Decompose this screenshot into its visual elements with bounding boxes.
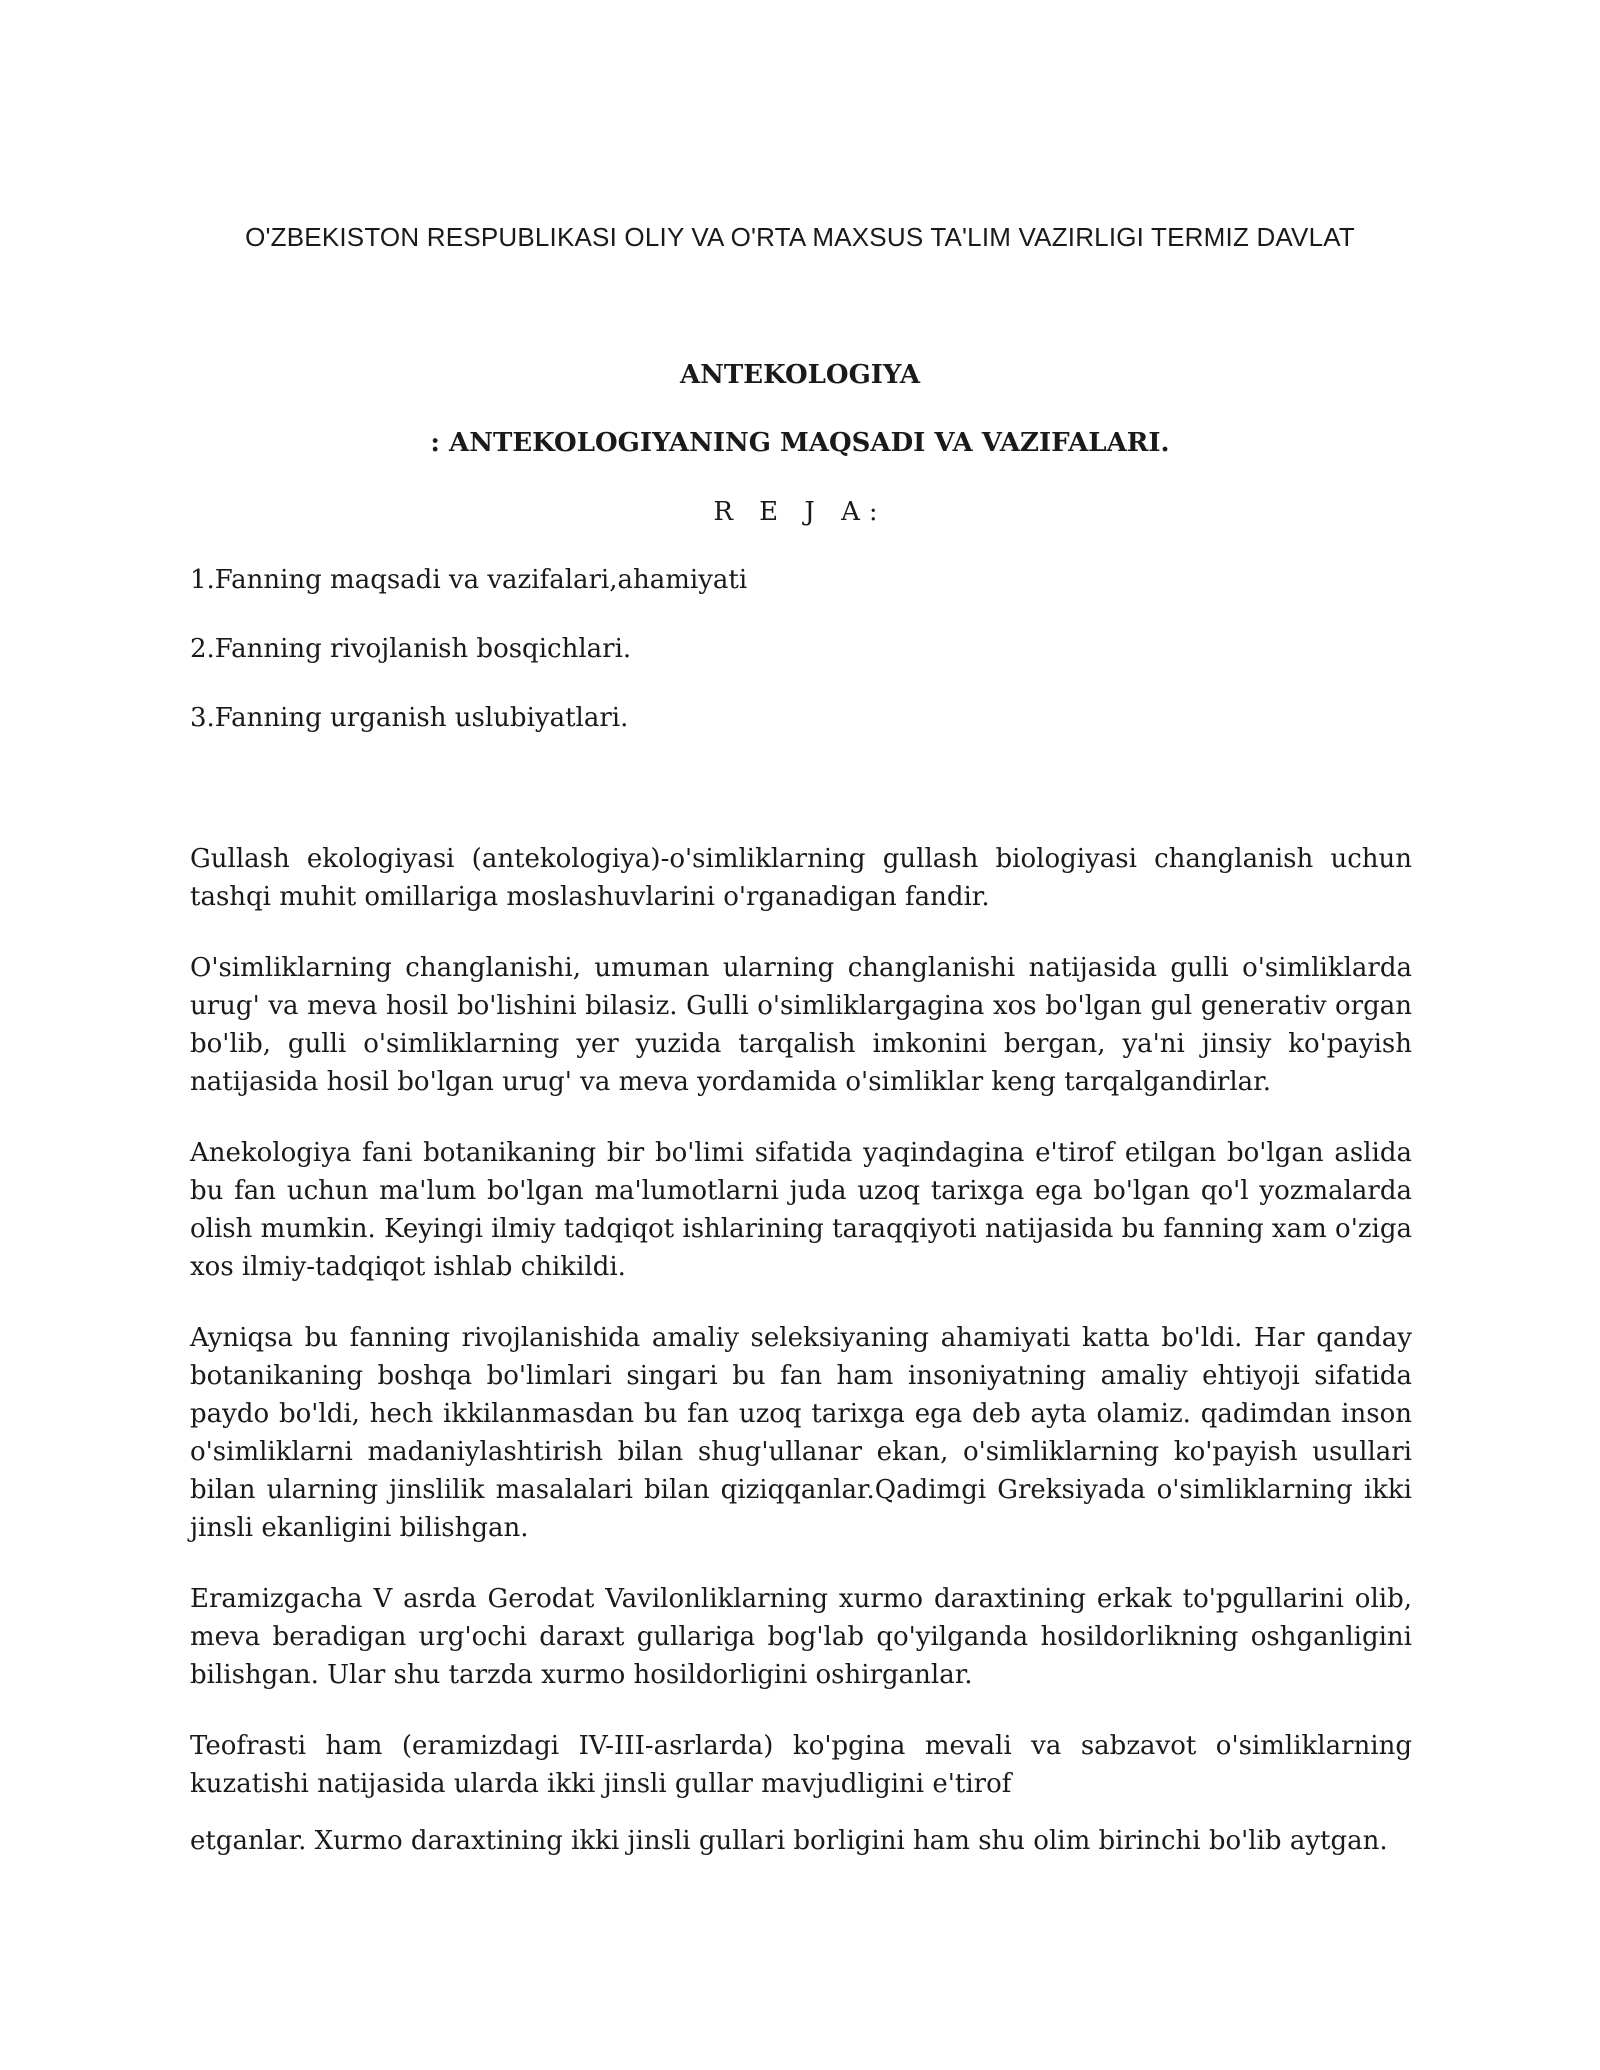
document-subtitle: : ANTEKOLOGIYANING MAQSADI VA VAZIFALARI.	[430, 428, 1170, 458]
plan-item: 1.Fanning maqsadi va vazifalari,ahamiyati	[190, 565, 748, 595]
plan-item: 2.Fanning rivojlanish bosqichlari.	[190, 634, 632, 664]
paragraph: O'simliklarning changlanishi, umuman ularning changlanishi natijasida gulli o'simliklarda urug' va meva hosil bo'lishini bilasiz. Gulli o'simliklargagina xos bo'lgan gul generativ organ bo'lib, gulli o'simliklarning yer yuzida tarqalish imkonini bergan, ya'ni jinsiy ko'payish natijasida hosil bo'lgan urug' va meva yordamida o'simliklar keng tarqalgandirlar.	[190, 953, 1412, 1097]
document-title: ANTEKOLOGIYA	[679, 360, 921, 390]
body-text	[190, 840, 1412, 1836]
paragraph: Eramizgacha V asrda Gerodat Vavilonliklarning xurmo daraxtining erkak to'pgullarini olib, meva beradigan urg'ochi daraxt gullariga bog'lab qo'yilganda hosildorlikning oshganligini bilishgan. Ular shu tarzda xurmo hosildorligini oshirganlar.	[190, 1584, 1412, 1690]
paragraph: Teofrasti ham (eramizdagi IV-III-asrlarda) ko'pgina mevali va sabzavot o'simliklarning kuzatishi natijasida ularda ikki jinsli gullar mavjudligini e'tirof	[190, 1731, 1412, 1799]
paragraph: Gullash ekologiyasi (antekologiya)-o'simliklarning gullash biologiyasi changlanish uchun tashqi muhit omillariga moslashuvlarini o'rganadigan fandir.	[190, 844, 1412, 912]
ministry-header: O'ZBEKISTON RESPUBLIKASI OLIY VA O'RTA MAXSUS TA'LIM VAZIRLIGI TERMIZ DAVLAT	[245, 222, 1355, 252]
paragraph-continuation: etganlar. Xurmo daraxtining ikki jinsli gullari borligini ham shu olim birinchi bo'lib aytgan.	[190, 1826, 1388, 1856]
plan-heading: R E J A:	[713, 497, 887, 527]
plan-item: 3.Fanning urganish uslubiyatlari.	[190, 703, 629, 733]
paragraph: Ayniqsa bu fanning rivojlanishida amaliy seleksiyaning ahamiyati katta bo'ldi. Har qanday botanikaning boshqa bo'limlari singari bu fan ham insoniyatning amaliy ehtiyoji sifatida paydo bo'ldi, hech ikkilanmasdan bu fan uzoq tarixga ega deb ayta olamiz. qadimdan inson o'simliklarni madaniylashtirish bilan shug'ullanar ekan, o'simliklarning ko'payish usullari bilan ularning jinslilik masalalari bilan qiziqqanlar.Qadimgi Greksiyada o'simliklarning ikki jinsli ekanligini bilishgan.	[190, 1323, 1412, 1543]
paragraph: Anekologiya fani botanikaning bir bo'limi sifatida yaqindagina e'tirof etilgan bo'lgan aslida bu fan uchun ma'lum bo'lgan ma'lumotlarni juda uzoq tarixga ega bo'lgan qo'l yozmalarda olish mumkin. Keyingi ilmiy tadqiqot ishlarining taraqqiyoti natijasida bu fanning xam o'ziga xos ilmiy-tadqiqot ishlab chikildi.	[190, 1138, 1412, 1282]
